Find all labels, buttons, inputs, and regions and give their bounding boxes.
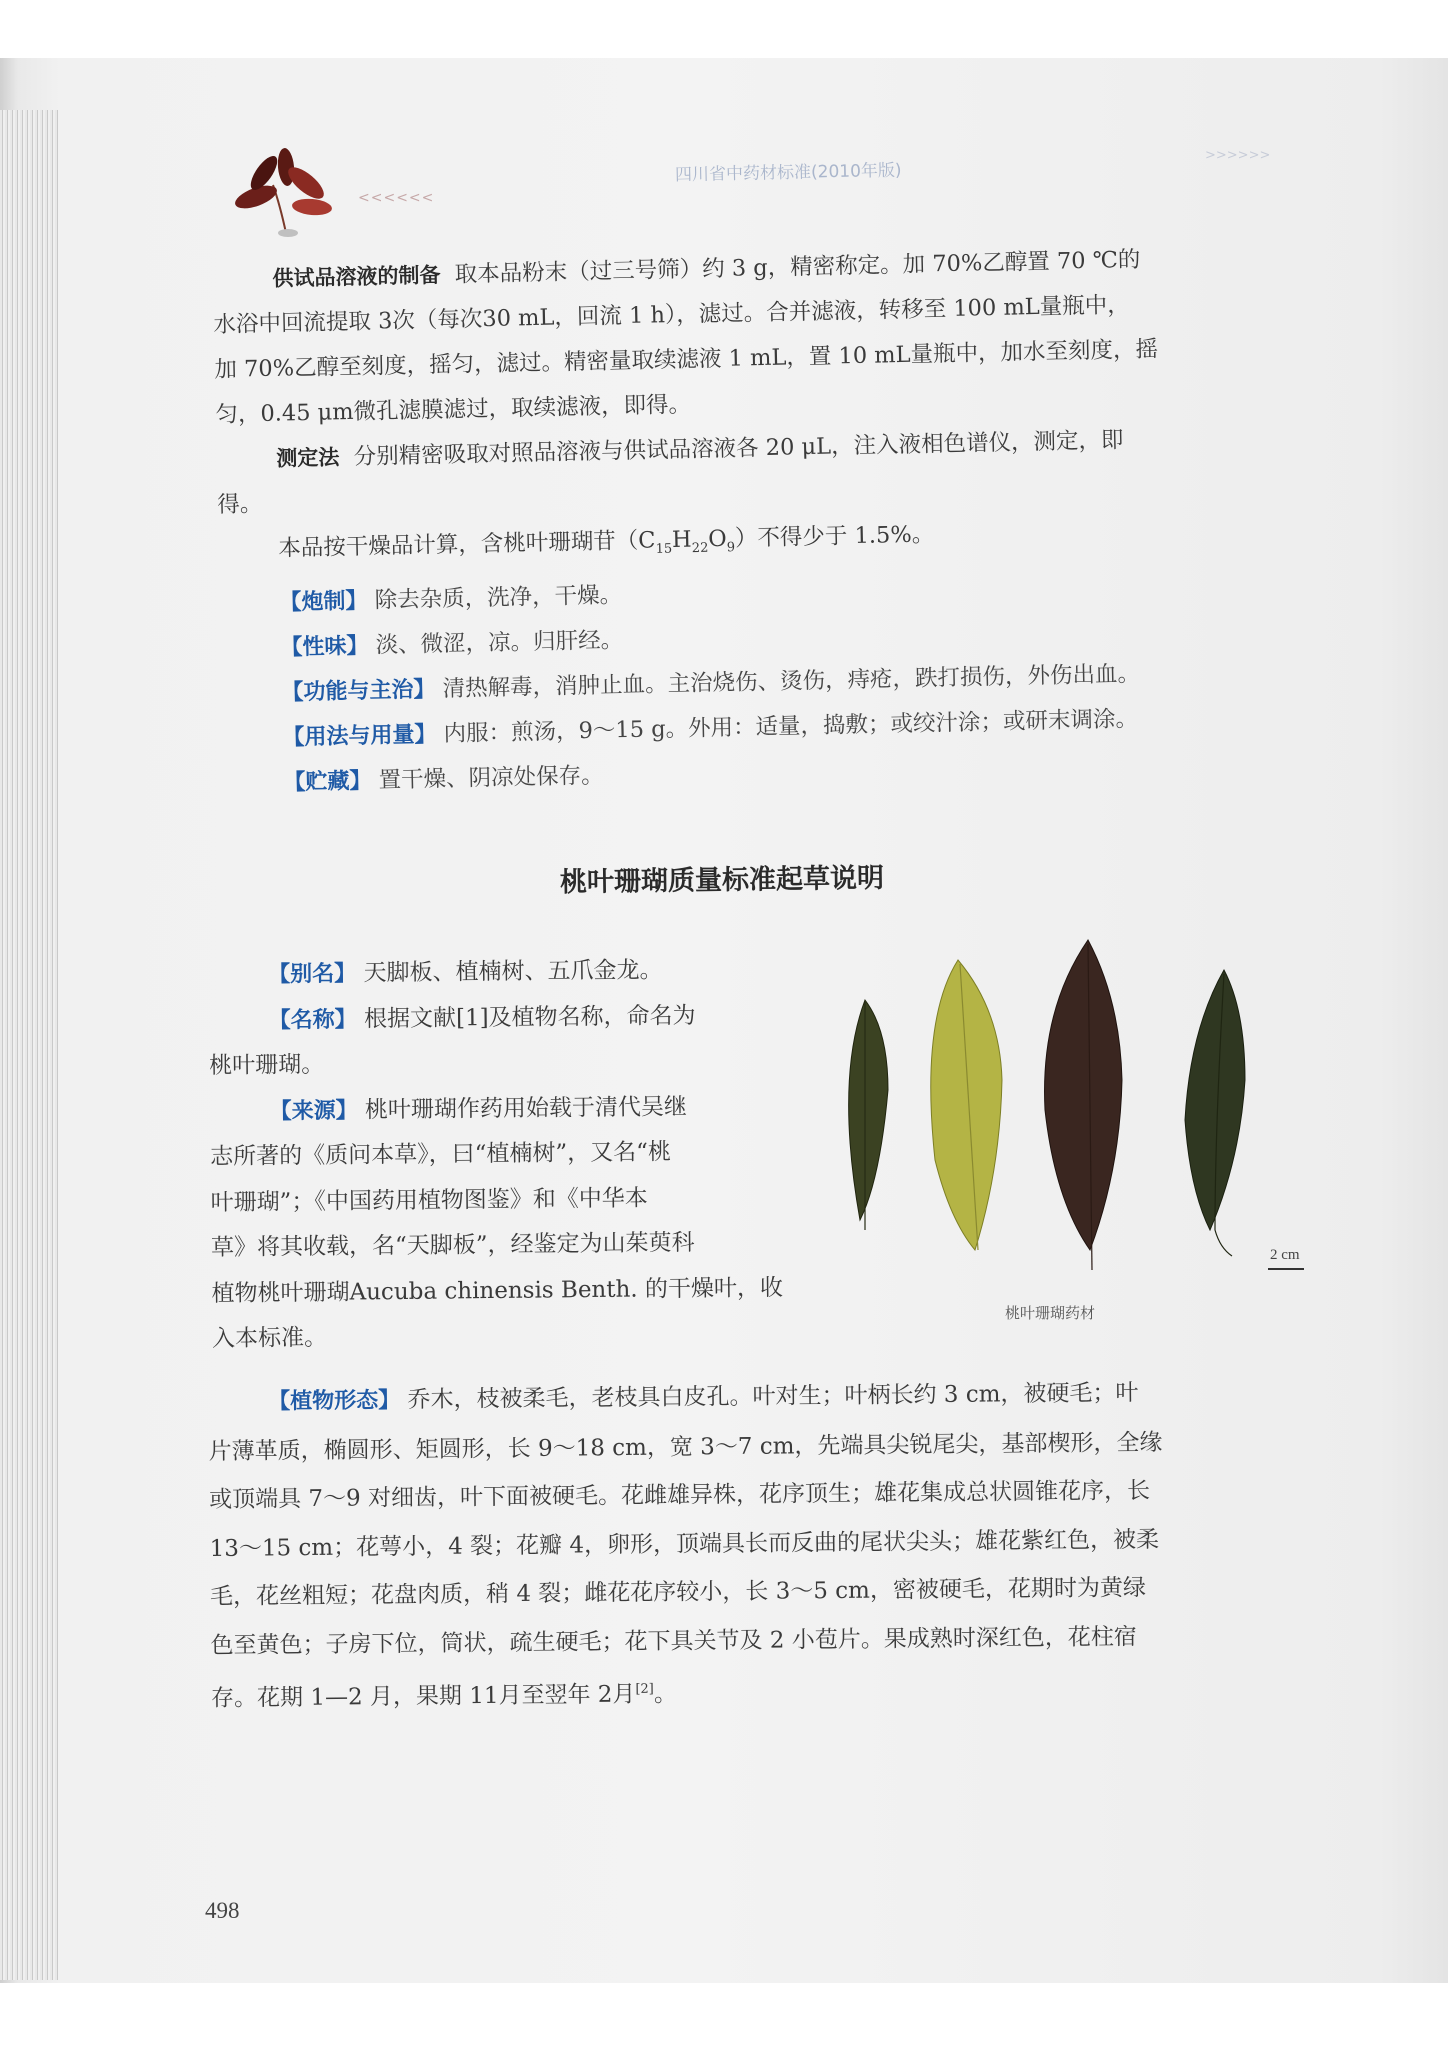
morphology-block — [208, 1367, 1331, 1723]
source-line: 叶珊瑚”；《中国药用植物图鉴》和《中华本 — [210, 1184, 648, 1216]
leaf-specimen-2 — [931, 960, 1002, 1250]
source-line: 入本标准。 — [211, 1324, 328, 1352]
morph-line: 。 — [653, 1681, 678, 1708]
source-line: 草》将其收载，名“天脚板”，经鉴定为山茱萸科 — [210, 1229, 695, 1261]
assay-line: 分别精密吸取对照品溶液与供试品溶液各 20 μL，注入液相色谱仪，测定，即 — [353, 427, 1124, 470]
scale-label: 2 cm — [1270, 1247, 1300, 1263]
left-column — [208, 947, 787, 1362]
citation-mark: [2] — [635, 1681, 654, 1697]
alias-paragraph — [208, 947, 783, 999]
alias-label: 【别名】 — [268, 961, 357, 988]
source-line: 志所著的《质问本草》，曰“植楠树”，又名“桃 — [210, 1139, 672, 1170]
morph-line: 片薄革质，椭圆形、矩圆形，长 9～18 cm，宽 3～7 cm，先端具尖锐尾尖，基部楔形，全缘 — [208, 1429, 1163, 1465]
name-text: 根据文献[1]及植物名称，命名为 — [363, 1002, 696, 1032]
running-header-title: 四川省中药材标准(2010年版) — [674, 160, 902, 186]
leaf-specimen-1 — [849, 1000, 888, 1220]
item-text: 置干燥、阴凉处保存。 — [378, 762, 604, 793]
figure-caption: 桃叶珊瑚药材 — [1005, 1304, 1096, 1322]
header-chevrons: <<<<<< — [358, 190, 435, 206]
section-title: 桃叶珊瑚质量标准起草说明 — [559, 862, 885, 899]
subscript: 22 — [691, 540, 709, 557]
morph-label: 【植物形态】 — [268, 1388, 401, 1415]
prep-line: 取本品粉末（过三号筛）约 3 g，精密称定。加 70%乙醇置 70 ℃的 — [454, 246, 1141, 288]
item-label: 【贮藏】 — [283, 768, 372, 796]
item-label: 【用法与用量】 — [282, 721, 437, 751]
header-right-mark: >>>>>> — [1205, 148, 1271, 163]
item-text: 清热解毒，消肿止血。主治烧伤、烫伤，痔疮，跌打损伤，外伤出血。 — [442, 660, 1141, 702]
specimen-photo — [820, 930, 1320, 1280]
source-label: 【来源】 — [269, 1097, 358, 1124]
name-paragraph — [208, 992, 783, 1044]
item-label: 【性味】 — [280, 633, 369, 661]
morph-line: 毛，花丝粗短；花盘肉质，稍 4 裂；雌花花序较小，长 3～5 cm，密被硬毛，花期时为黄绿 — [209, 1575, 1147, 1610]
name-label: 【名称】 — [268, 1006, 357, 1033]
morph-last-line — [211, 1659, 1331, 1723]
item-label: 【炮制】 — [279, 588, 368, 616]
content-text: O — [707, 525, 727, 553]
scale-bar — [1268, 1268, 1304, 1270]
page-edges — [0, 110, 58, 1980]
morph-line: 13～15 cm；花萼小，4 裂；花瓣 4，卵形，顶端具长而反曲的尾状尖头；雄花紫红色，被柔 — [209, 1526, 1160, 1562]
item-text: 内服：煎汤，9～15 g。外用：适量，捣敷；或绞汁涂；或研末调涂。 — [443, 705, 1139, 747]
content-text: 本品按干燥品计算，含桃叶珊瑚苷（C — [278, 527, 656, 562]
item-text: 除去杂质，洗净，干燥。 — [374, 581, 623, 614]
prep-line: 加 70%乙醇至刻度，摇匀，滤过。精密量取续滤液 1 mL，置 10 mL量瓶中，加水至刻度，摇 — [214, 336, 1159, 383]
assay-line: 得。 — [217, 490, 263, 518]
prep-label: 供试品溶液的制备 — [272, 263, 441, 291]
subscript: 9 — [726, 540, 736, 556]
morph-line: 或顶端具 7～9 对细齿，叶下面被硬毛。花雌雄异株，花序顶生；雄花集成总状圆锥花序，长 — [209, 1477, 1151, 1513]
prep-line: 匀，0.45 μm微孔滤膜滤过，取续滤液，即得。 — [215, 391, 692, 428]
source-line: 桃叶珊瑚作药用始载于清代吴继 — [364, 1093, 688, 1123]
leaf-logo-icon — [228, 145, 338, 245]
morph-line: 乔木，枝被柔毛，老枝具白皮孔。叶对生；叶柄长约 3 cm，被硬毛；叶 — [407, 1380, 1139, 1414]
source-line: 植物桃叶珊瑚Aucuba chinensis Benth. 的干燥叶，收 — [211, 1274, 784, 1307]
source-paragraph — [209, 1083, 784, 1135]
morph-line: 色至黄色；子房下位，筒状，疏生硬毛；花下具关节及 2 小苞片。果成熟时深红色，花柱宿 — [210, 1623, 1137, 1659]
page-number: 498 — [205, 1898, 240, 1923]
top-text-block — [212, 234, 1324, 806]
content-text: H — [671, 526, 692, 554]
item-label: 【功能与主治】 — [281, 676, 436, 706]
item-text: 淡、微涩，凉。归肝经。 — [375, 626, 624, 659]
name-text: 桃叶珊瑚。 — [209, 1051, 325, 1079]
leaf-specimen-3 — [1045, 940, 1122, 1250]
assay-label: 测定法 — [276, 445, 340, 471]
content-text: ）不得少于 1.5%。 — [734, 521, 935, 552]
morph-line: 存。花期 1—2 月，果期 11月至翌年 2月 — [210, 1681, 636, 1712]
subscript: 15 — [655, 541, 673, 557]
prep-line: 水浴中回流提取 3次（每次30 mL，回流 1 h），滤过。合并滤液，转移至 100 mL量瓶中， — [213, 291, 1130, 338]
alias-text: 天脚板、植楠树、五爪金龙。 — [363, 957, 663, 987]
